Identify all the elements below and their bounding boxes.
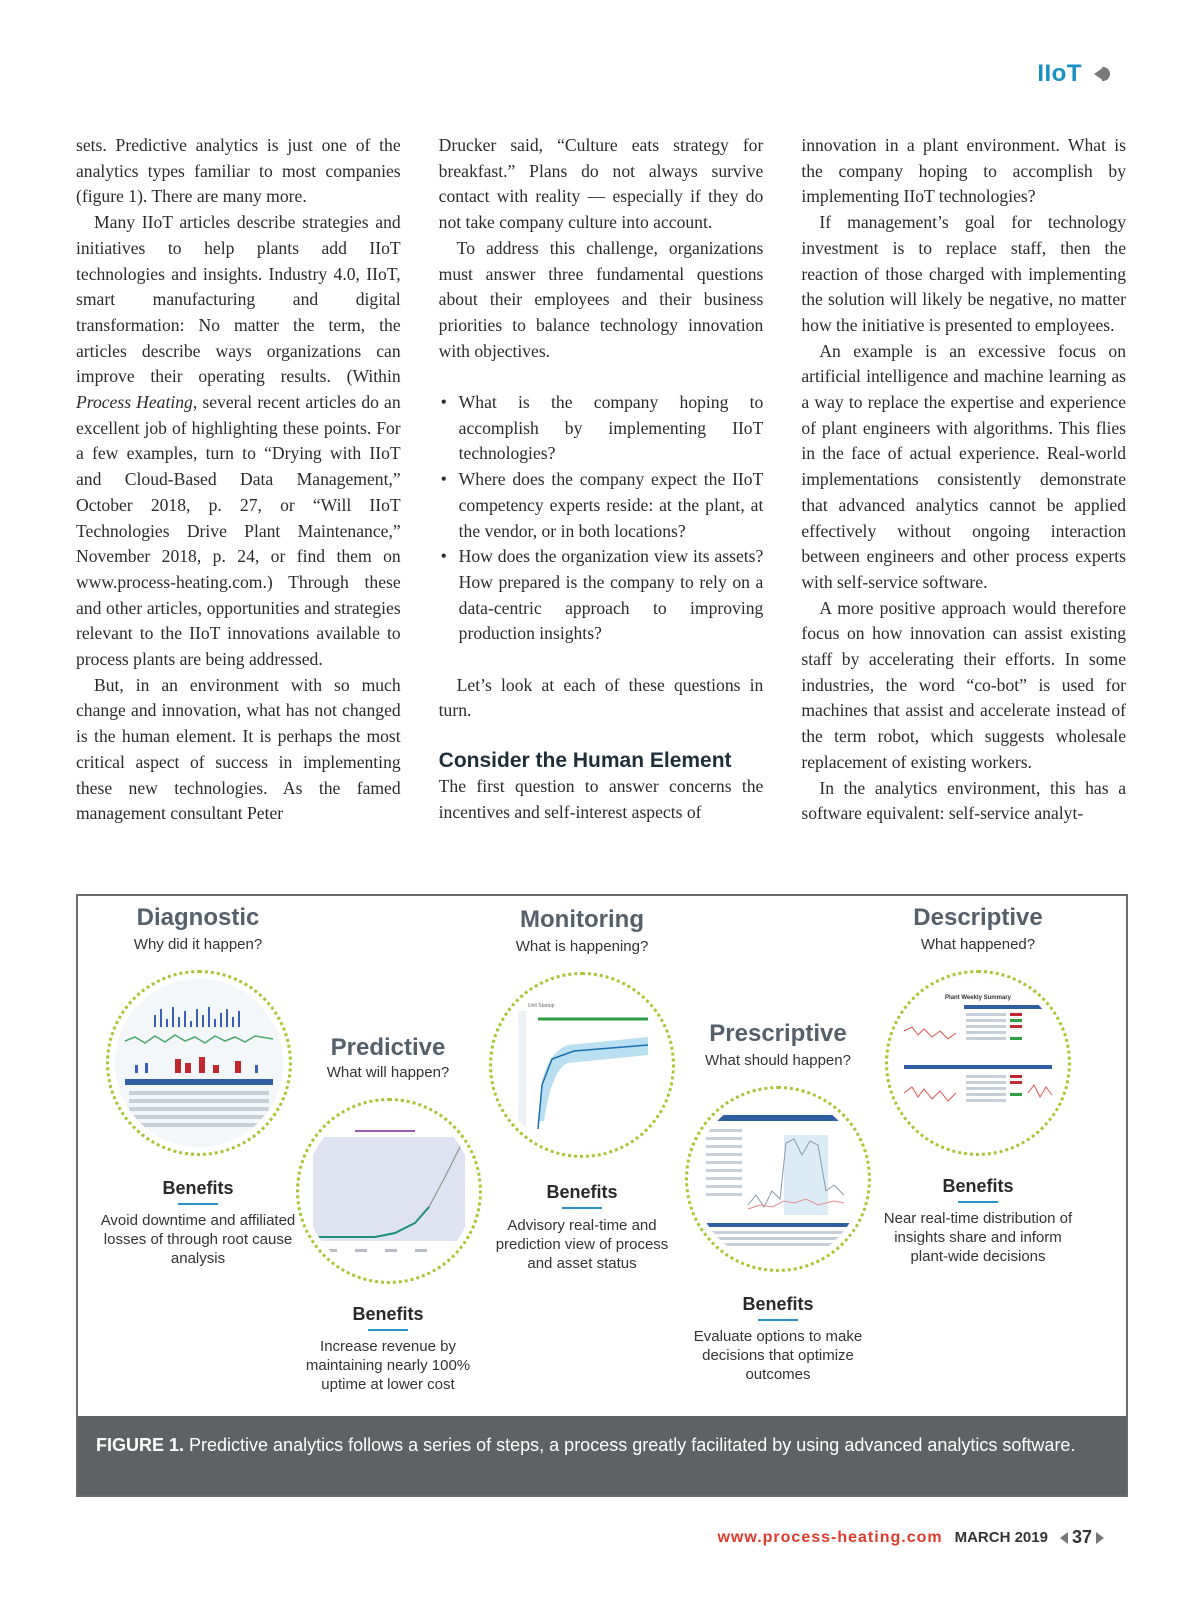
stage-title-predictive: Predictive	[330, 1034, 446, 1061]
monitoring-circle	[489, 972, 675, 1158]
monitoring-panel-title: Unit Startup	[528, 1003, 555, 1009]
benefits-text-prescriptive: Evaluate options to make decisions that optimize outcomes	[693, 1328, 863, 1383]
footer-page-number	[1060, 1527, 1104, 1548]
stage-title-descriptive: Descriptive	[913, 904, 1043, 931]
figure-caption-label: FIGURE 1.	[96, 1435, 185, 1455]
predictive-circle	[296, 1098, 482, 1284]
column-2	[439, 133, 764, 827]
paragraph-text: , several recent articles do an excellent job of highlighting these points. For a few examples, turn to “Drying with IIoT and Cloud-Based Data Management,” October 2018, p. 27, or “Will IIoT Technologies Drive Plant Maintenance,” November 2018, p. 24, or find them on www.process-heating.com.) Through these and other articles, opportunities and strategies relevant to the IIoT innovations available to process plants are being addressed.	[76, 392, 401, 670]
section-tag	[1037, 60, 1104, 88]
paragraph: Let’s look at each of these questions in turn.	[438, 674, 764, 721]
predictive-screenshot-image	[305, 1107, 473, 1275]
paragraph: But, in an environment with so much change and innovation, what has not changed is the human element. It is perhaps the most critical aspect of success in implementing these new technologies. As the famed management consultant Peter	[76, 674, 401, 824]
figure-caption	[78, 1416, 1126, 1495]
section-heading: Consider the Human Element	[438, 749, 732, 773]
figure-1	[76, 894, 1128, 1497]
benefits-label-descriptive: Benefits	[878, 1176, 1078, 1203]
descriptive-panel-title: Plant Weekly Summary	[945, 995, 1011, 1001]
column-3	[801, 133, 1126, 827]
page-right-marker-icon	[1096, 1532, 1104, 1544]
analytics-stages-diagram	[78, 896, 1126, 1416]
benefits-label-diagnostic: Benefits	[98, 1178, 298, 1205]
list-item: • Where does the company expect the IIoT competency experts reside: at the plant, at the vendor, or in both locations?	[439, 467, 764, 544]
prescriptive-screenshot-image	[694, 1095, 862, 1263]
stage-question-descriptive: What happened?	[920, 936, 1036, 953]
paragraph: An example is an excessive focus on artificial intelligence and machine learning as a way to replace the expertise and experience of plant engineers with algorithms. This flies in the face of actual experience. Real-world implementations consistently demonstrate that advanced analytics cannot be applied effectively without ongoing interaction between engineers and other process experts with self-service software.	[801, 340, 1127, 592]
stage-title-monitoring: Monitoring	[520, 906, 644, 933]
monitoring-screenshot-image	[498, 981, 666, 1149]
stage-question-predictive: What will happen?	[326, 1064, 450, 1081]
article-body	[76, 133, 1126, 827]
benefits-text-predictive: Increase revenue by maintaining nearly 100% uptime at lower cost	[305, 1338, 471, 1393]
paragraph: Drucker said, “Culture eats strategy for breakfast.” Plans do not always survive contact with reality — especially if they do not take company culture into account.	[438, 135, 764, 233]
stage-question-monitoring: What is happening?	[515, 938, 649, 955]
publication-name: Process Heating	[76, 392, 193, 413]
footer-url: www.process-heating.com	[717, 1528, 943, 1546]
prescriptive-circle	[685, 1086, 871, 1272]
benefits-label-prescriptive: Benefits	[678, 1294, 878, 1321]
page-left-marker-icon	[1060, 1532, 1068, 1544]
paragraph: innovation in a plant environment. What is the company hoping to accomplish by implementing IIoT technologies?	[801, 135, 1127, 207]
paragraph: In the analytics environment, this has a software equivalent: self-service analyt-	[801, 777, 1127, 824]
paragraph	[76, 210, 401, 673]
footer-issue-date: MARCH 2019	[954, 1529, 1048, 1546]
list-item: • What is the company hoping to accomplish by implementing IIoT technologies?	[439, 390, 764, 467]
descriptive-circle	[885, 970, 1071, 1156]
stage-title-diagnostic: Diagnostic	[136, 904, 260, 931]
section-marker-icon	[1094, 67, 1104, 81]
stage-question-prescriptive: What should happen?	[705, 1052, 851, 1069]
section-label: IIoT	[1037, 60, 1082, 87]
diagnostic-screenshot-image	[115, 979, 283, 1147]
benefits-label-predictive: Benefits	[288, 1304, 488, 1331]
question-list	[439, 390, 764, 647]
stage-title-prescriptive: Prescriptive	[709, 1020, 847, 1047]
descriptive-screenshot-image	[894, 979, 1062, 1147]
paragraph: The first question to answer concerns the incentives and self-interest aspects of	[438, 776, 764, 822]
paragraph: If management’s goal for technology investment is to replace staff, then the reaction of those charged with implementing the solution will likely be negative, no matter how the initiative is presented to employees.	[801, 212, 1127, 335]
benefits-label-monitoring: Benefits	[482, 1182, 682, 1209]
benefits-text-descriptive: Near real-time distribution of insights share and inform plant-wide decisions	[883, 1210, 1073, 1265]
stage-question-diagnostic: Why did it happen?	[133, 936, 263, 953]
paragraph: A more positive approach would therefore focus on how innovation can assist existing staff by accelerating their efforts. In some industries, the word “co-bot” is used for machines that assist and accelerate instead of the term robot, which suggests wholesale replacement of existing workers.	[801, 597, 1127, 772]
paragraph: sets. Predictive analytics is just one of the analytics types familiar to most companies (figure 1). There are many more.	[76, 135, 401, 207]
figure-caption-text: Predictive analytics follows a series of steps, a process greatly facilitated by using advanced analytics software.	[184, 1435, 1076, 1455]
column-1	[76, 133, 401, 827]
list-item: • How does the organization view its assets? How prepared is the company to rely on a data-centric approach to improving production insights?	[439, 544, 764, 647]
page-number: 37	[1071, 1527, 1092, 1547]
benefits-text-monitoring: Advisory real-time and prediction view of process and asset status	[495, 1217, 669, 1272]
page-footer	[717, 1527, 1104, 1548]
diagnostic-circle	[106, 970, 292, 1156]
benefits-text-diagnostic: Avoid downtime and affiliated losses of through root cause analysis	[100, 1212, 296, 1267]
paragraph-text: Many IIoT articles describe strategies and initiatives to help plants add IIoT technologies and insights. Industry 4.0, IIoT, smart manufacturing and digital transformation: No matter the term, the articles describe ways organizations can improve their operating results. (Within	[76, 212, 401, 387]
paragraph: To address this challenge, organizations must answer three fundamental questions about their employees and their business priorities to balance technology innovation with objectives.	[438, 237, 764, 361]
